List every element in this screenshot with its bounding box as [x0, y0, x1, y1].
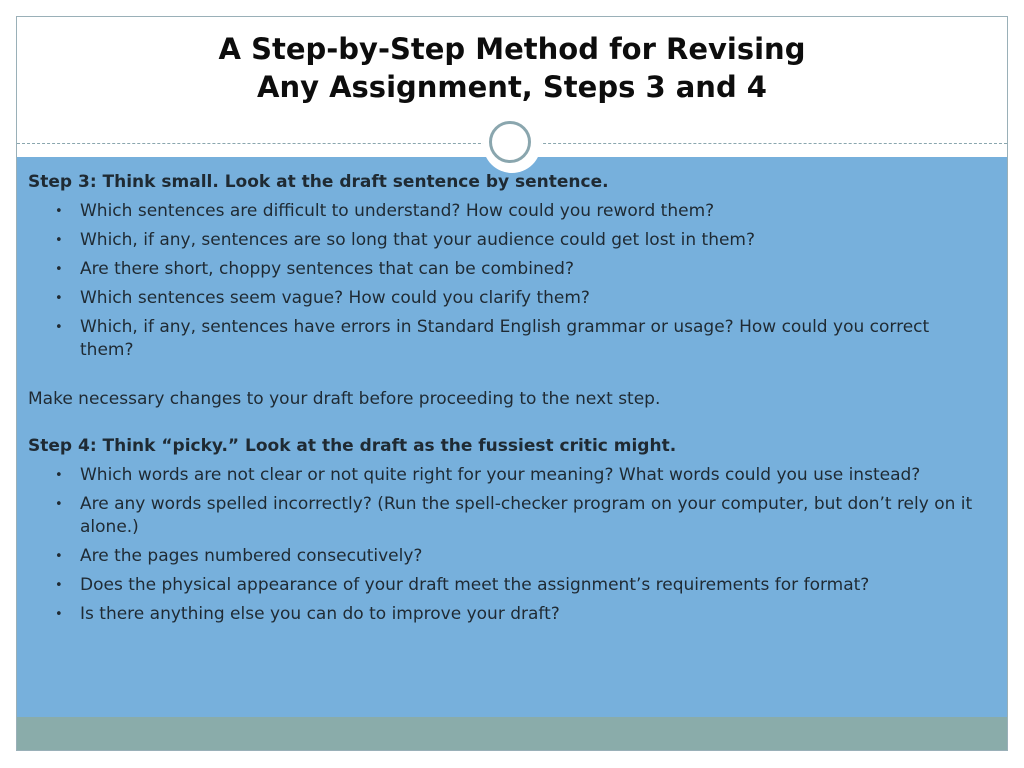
bullet-icon: • [55, 549, 63, 564]
bullet-icon: • [55, 291, 63, 306]
footer-band [17, 717, 1007, 750]
bullet-icon: • [55, 468, 63, 483]
body-text [28, 171, 973, 626]
proceed-note: Make necessary changes to your draft before proceeding to the next step. [28, 389, 661, 409]
step4-list [28, 464, 973, 626]
list-item: • Which sentences seem vague? How could you clarify them? [55, 288, 590, 308]
list-item: • Which words are not clear or not quite right for your meaning? What words could you use instead? [55, 465, 921, 485]
bullet-icon: • [55, 578, 63, 593]
step4-heading: Step 4: Think “picky.” Look at the draft as the fussiest critic might. [28, 436, 677, 456]
list-item: • Are there short, choppy sentences that can be combined? [55, 259, 574, 279]
step3-heading: Step 3: Think small. Look at the draft sentence by sentence. [28, 172, 609, 192]
circle-ornament-ring [489, 121, 531, 163]
step3-list [28, 200, 973, 362]
bullet-icon: • [55, 204, 63, 219]
list-item: • Is there anything else you can do to improve your draft? [55, 604, 560, 624]
bullet-icon: • [55, 607, 63, 622]
list-item: • Which sentences are difficult to understand? How could you reword them? [55, 201, 715, 221]
list-item: • Which, if any, sentences have errors in Standard English grammar or usage? How could you correct them? [55, 317, 930, 360]
title-line-1: A Step-by-Step Method for Revising [218, 32, 806, 66]
bullet-icon: • [55, 233, 63, 248]
list-item: • Which, if any, sentences are so long that your audience could get lost in them? [55, 230, 756, 250]
list-item: • Are the pages numbered consecutively? [55, 546, 423, 566]
list-item: • Are any words spelled incorrectly? (Run the spell-checker program on your computer, but don’t rely on it alone.) [55, 494, 973, 537]
slide-title [17, 30, 1007, 106]
title-line-2: Any Assignment, Steps 3 and 4 [257, 70, 767, 104]
bullet-icon: • [55, 497, 63, 512]
bullet-icon: • [55, 262, 63, 277]
list-item: • Does the physical appearance of your draft meet the assignment’s requirements for format? [55, 575, 870, 595]
bullet-icon: • [55, 320, 63, 335]
